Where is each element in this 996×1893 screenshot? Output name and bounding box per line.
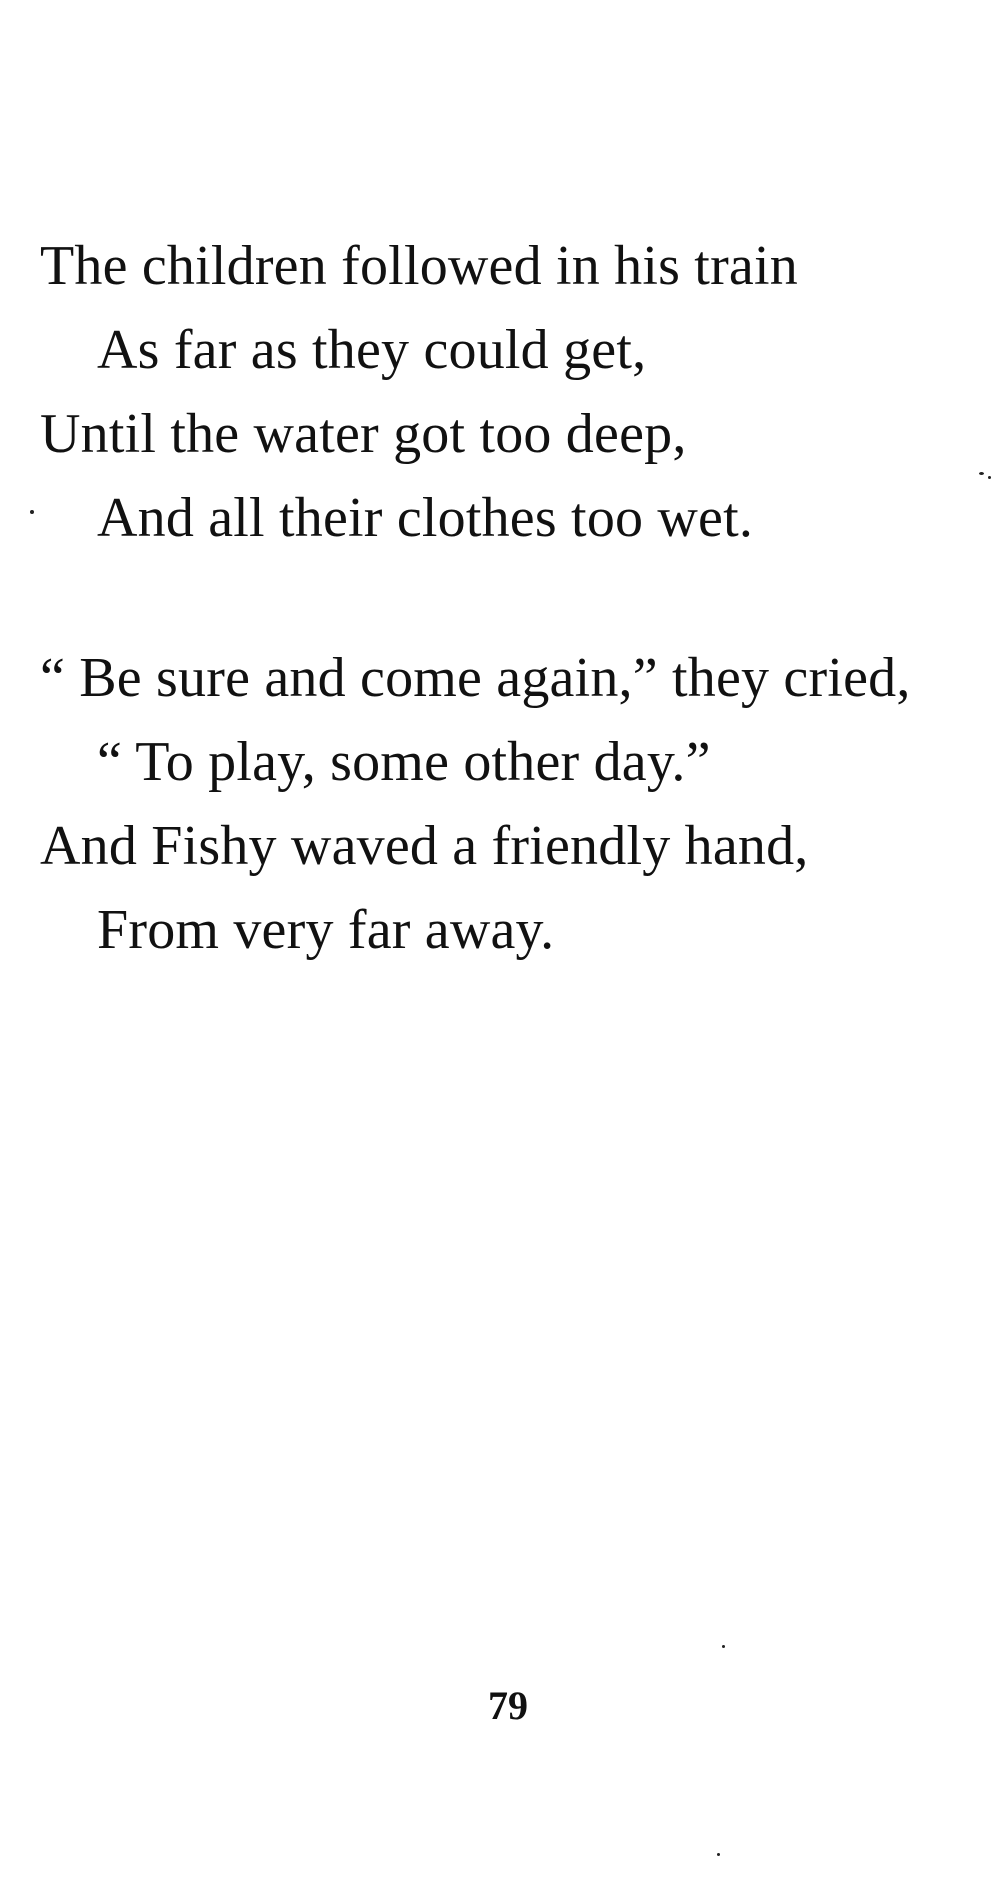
scan-speck (979, 472, 984, 475)
verse-line: And all their clothes too wet. (97, 487, 754, 549)
verse-line: The children followed in his train (40, 235, 798, 297)
verse-line: From very far away. (97, 899, 555, 961)
verse-line: “ Be sure and come again,” they cried, (40, 647, 911, 709)
verse-line: And Fishy waved a friendly hand, (40, 815, 809, 877)
verse-line: Until the water got too deep, (40, 403, 687, 465)
scan-speck (722, 1645, 725, 1648)
verse-line: “ To play, some other day.” (97, 731, 711, 793)
page-number: 79 (488, 1683, 528, 1728)
scan-speck (988, 476, 991, 479)
verse-line: As far as they could get, (97, 319, 647, 381)
scan-speck (30, 510, 34, 514)
scan-speck (717, 1853, 720, 1856)
